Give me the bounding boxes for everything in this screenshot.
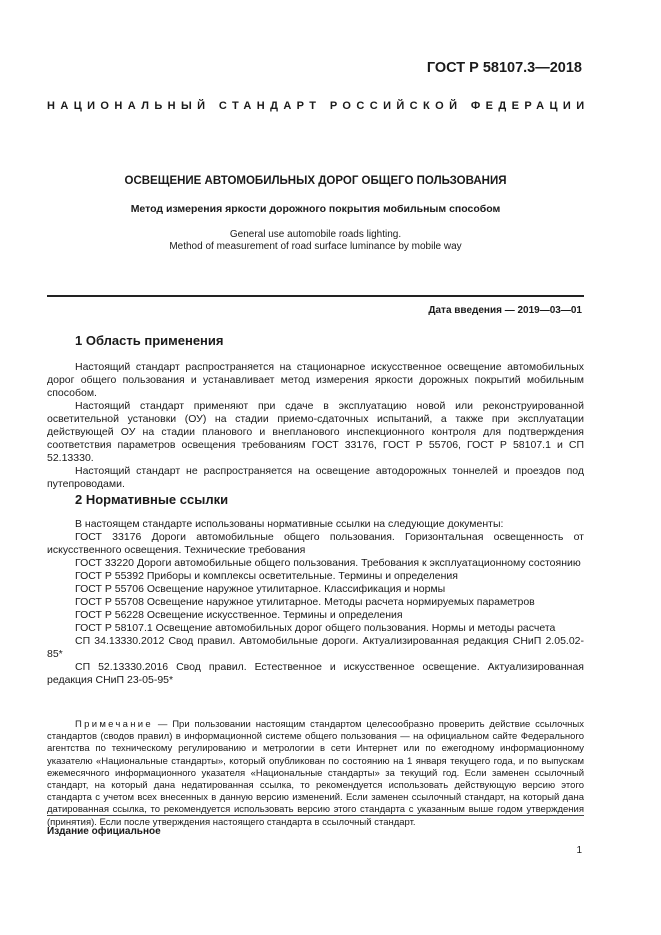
reference-item: ГОСТ 33176 Дороги автомобильные общего пользования. Горизонтальная освещенность от искусственного освещения. Технические требования [47,531,584,556]
section-1-heading: 1 Область применения [75,333,224,348]
reference-item: ГОСТ Р 55392 Приборы и комплексы осветительные. Термины и определения [75,570,458,582]
footer-divider [47,815,584,816]
reference-item: СП 34.13330.2012 Свод правил. Автомобильные дороги. Актуализированная редакция СНиП 2.05.02-85* [47,635,584,660]
document-title: ОСВЕЩЕНИЕ АВТОМОБИЛЬНЫХ ДОРОГ ОБЩЕГО ПОЛЬЗОВАНИЯ [124,175,507,187]
section-1-body [47,361,584,491]
gost-code: ГОСТ Р 58107.3—2018 [426,60,582,76]
title-divider [47,295,584,297]
reference-item: ГОСТ Р 58107.1 Освещение автомобильных дорог общего пользования. Нормы и методы расчета [75,622,556,634]
reference-item: ГОСТ Р 55706 Освещение наружное утилитарное. Классификация и нормы [75,583,446,595]
note-label: Примечание [75,719,153,730]
english-title-line-2: Method of measurement of road surface luminance by mobile way [169,241,462,252]
national-standard-banner: НАЦИОНАЛЬНЫЙ СТАНДАРТ РОССИЙСКОЙ ФЕДЕРАЦИИ [47,100,590,112]
document-subtitle: Метод измерения яркости дорожного покрытия мобильным способом [130,203,501,215]
section-1-paragraph: Настоящий стандарт не распространяется на освещение автодорожных тоннелей и проездов под путепроводами. [47,465,584,490]
introduction-date: Дата введения — 2019—03—01 [428,305,582,316]
note-text: — При пользовании настоящим стандартом целесообразно проверить действие ссылочных стандартов (сводов правил) в информационной системе общего пользования — на официальном сайте Федерального агентства по техническому регулированию и метрологии в сети Интернет или по ежегодному информационному указателю «Национальные стандарты», который опубликован по состоянию на 1 января текущего года, и по выпускам ежемесячного информационного указателя «Национальные стандарты» за текущий год. Если заменен ссылочный стандарт, на который дана недатированная ссылка, то рекомендуется использовать действующую версию этого стандарта с учетом всех внесенных в данную версию изменений. Если заменен ссылочный стандарт, на который дана датированная ссылка, то рекомендуется использовать версию этого стандарта с указанным выше годом утверждения (принятия). Если после утверждения настоящего стандарта в ссылочный стандарт. [47,719,584,828]
english-title-line-1: General use automobile roads lighting. [229,229,402,240]
official-edition-label: Издание официальное [47,826,161,837]
section-2-body [47,518,584,687]
section-2-heading: 2 Нормативные ссылки [75,492,229,507]
page-number: 1 [576,845,582,856]
section-1-paragraph: Настоящий стандарт применяют при сдаче в эксплуатацию новой или реконструированной осветительной установки (ОУ) на стадии приемо-сдаточных испытаний, а также при эксплуатации действующей ОУ на стадии планового и внепланового инспекционного контроля для подтверждения соответствия параметров освещения требованиям ГОСТ 33176, ГОСТ Р 55706, ГОСТ Р 58107.1 и СП 52.13330. [47,400,584,464]
reference-item: ГОСТ 33220 Дороги автомобильные общего пользования. Требования к эксплуатационному состоянию [75,557,581,569]
reference-item: СП 52.13330.2016 Свод правил. Естественное и искусственное освещение. Актуализированная редакция СНиП 23-05-95* [47,661,584,686]
reference-item: ГОСТ Р 56228 Освещение искусственное. Термины и определения [75,609,403,621]
note [47,719,584,829]
section-1-paragraph: Настоящий стандарт распространяется на стационарное искусственное освещение автомобильных дорог общего пользования и устанавливает метод измерения яркости дорожных покрытий мобильным способом. [47,361,584,399]
reference-item: ГОСТ Р 55708 Освещение наружное утилитарное. Методы расчета нормируемых параметров [75,596,535,608]
section-2-paragraph: В настоящем стандарте использованы нормативные ссылки на следующие документы: [75,518,504,530]
